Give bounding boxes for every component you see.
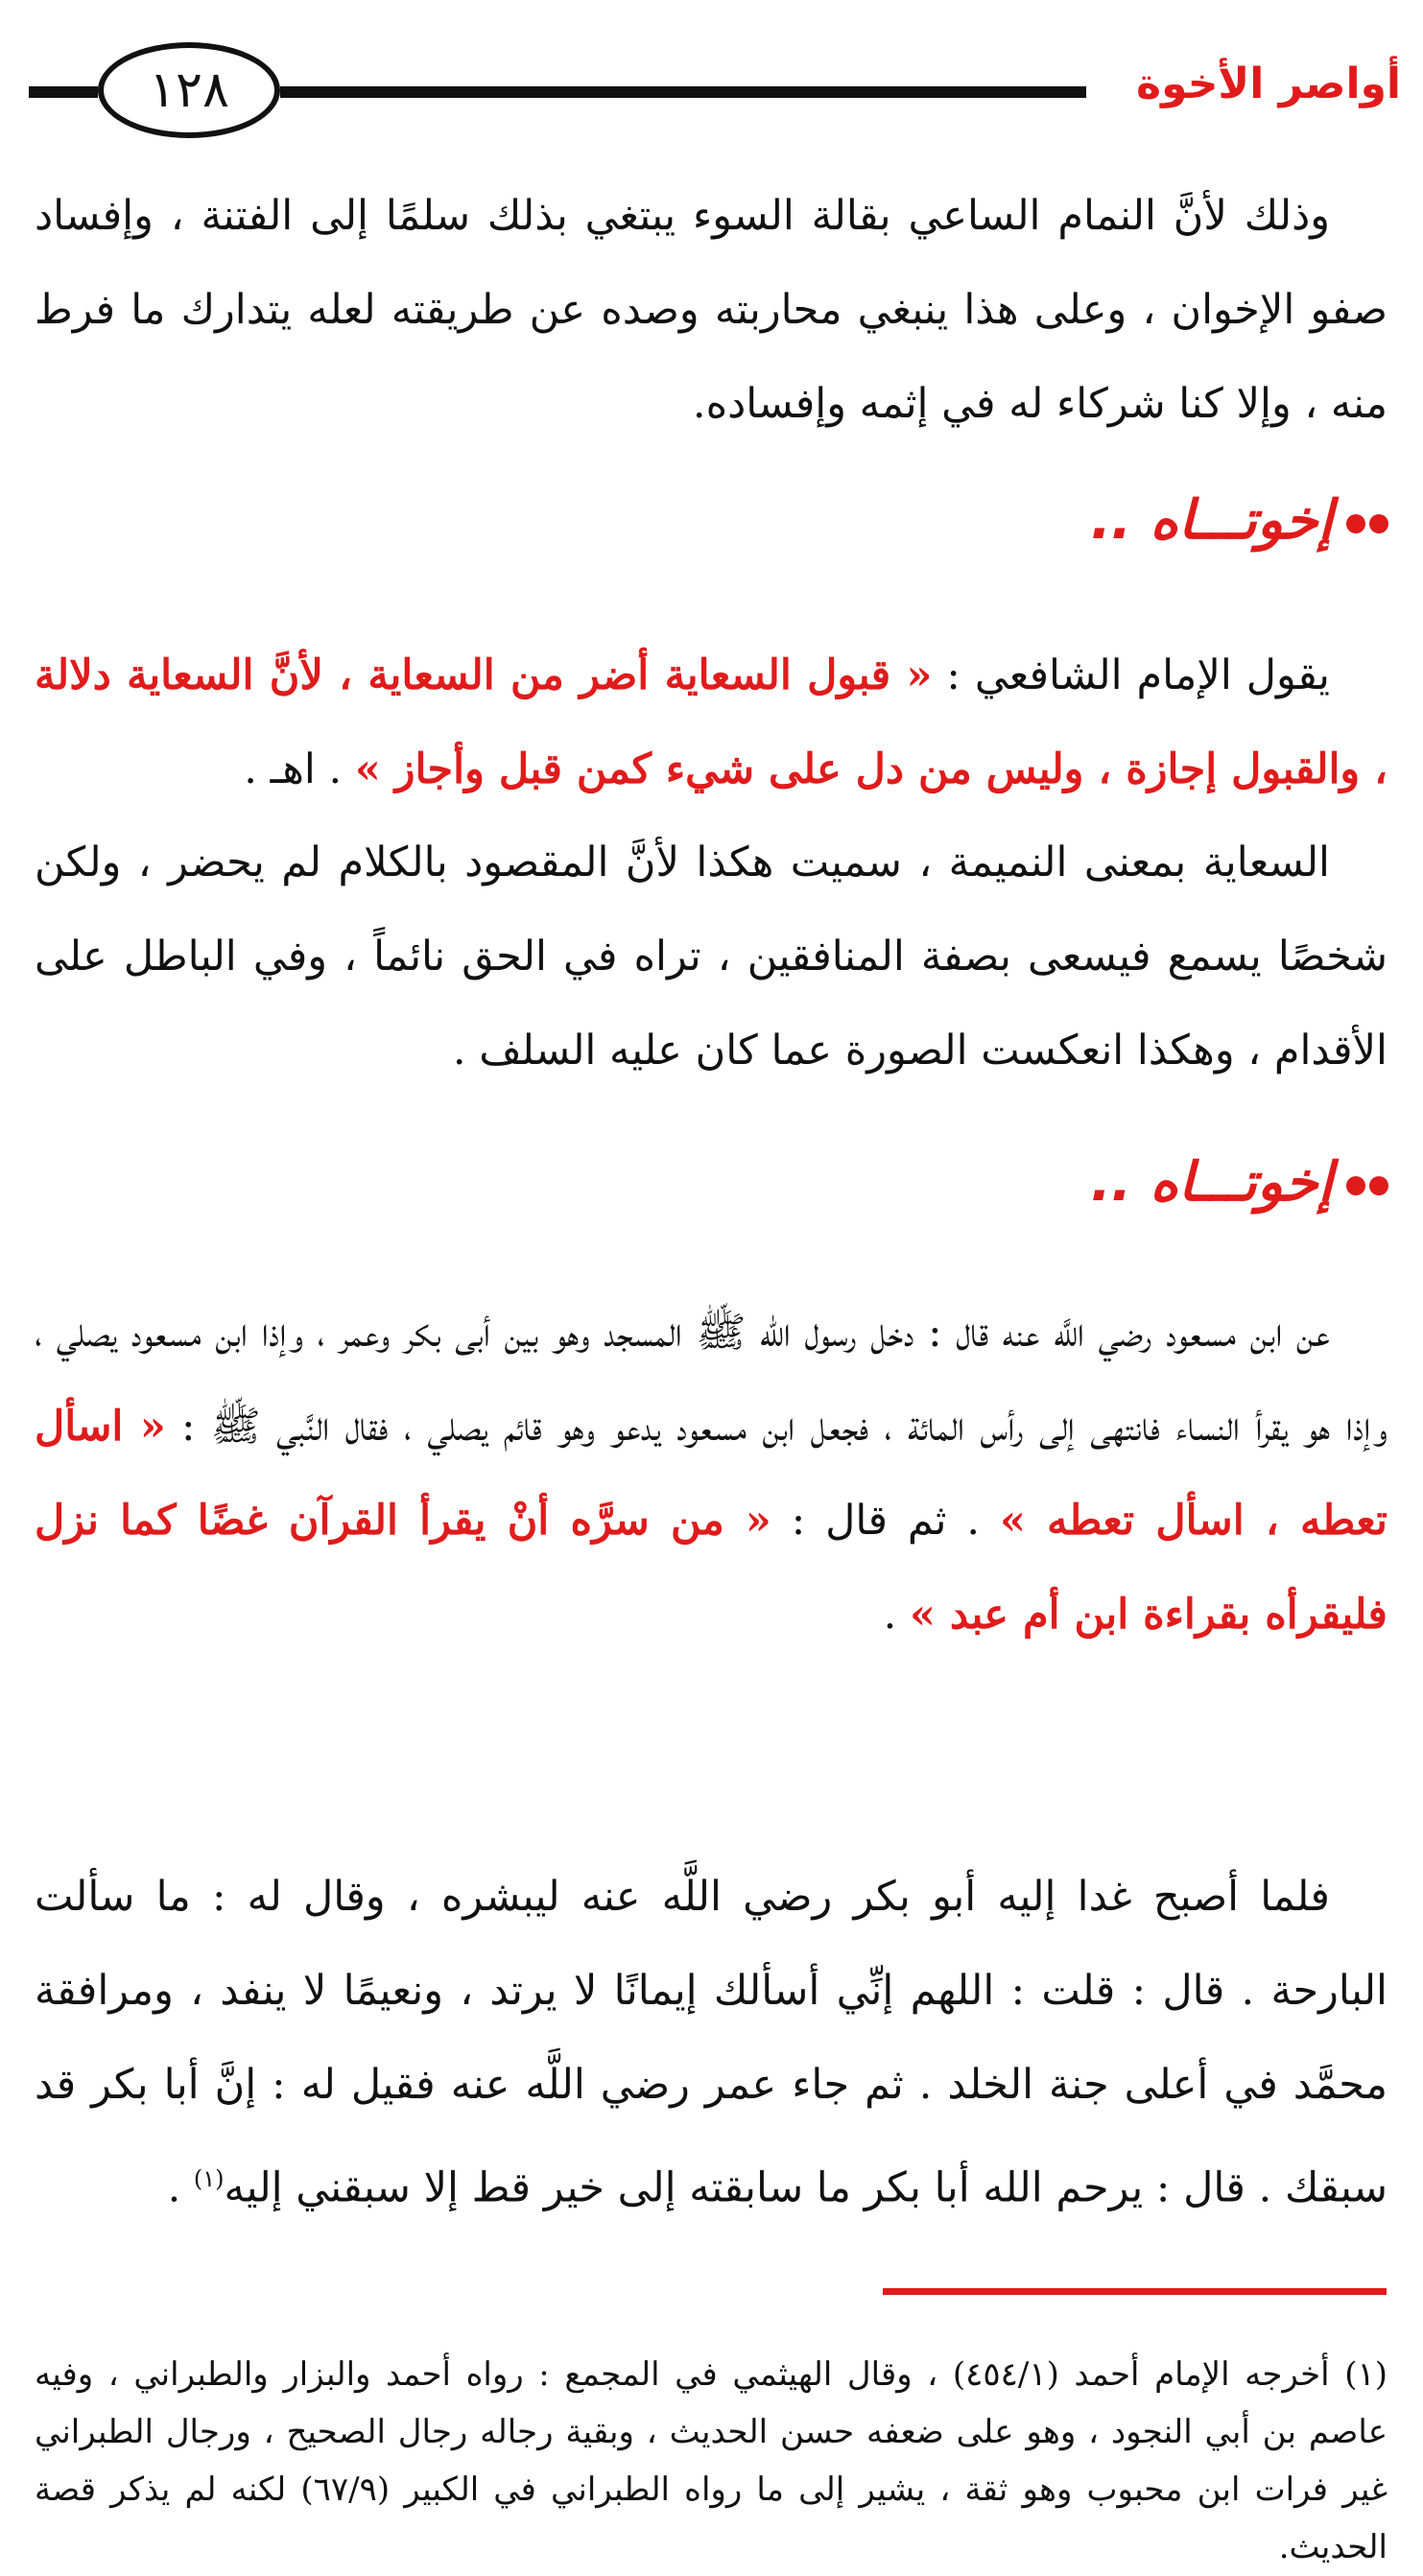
- header-rule-left: [29, 86, 98, 98]
- paragraph-2: [35, 628, 1387, 816]
- paragraph-2-intro: يقول الإمام الشافعي :: [932, 651, 1330, 699]
- paragraph-5-end: .: [167, 2163, 194, 2212]
- prophet-quote-1: « اسأل تعطه ، اسأل تعطه »: [35, 1403, 1387, 1545]
- shafii-quote: « قبول السعاية أضر من السعاية ، لأنَّ السعاية دلالة ، والقبول إجازة ، وليس من دل على شيء كمن قبل وأجاز »: [35, 651, 1387, 793]
- section-title-1: [1091, 489, 1388, 552]
- header-rule: [280, 86, 1086, 98]
- paragraph-4-text-b: . ثم قال :: [771, 1497, 1000, 1545]
- running-title: أواصر الأخوة: [1136, 59, 1401, 108]
- page-number-oval: [98, 42, 280, 138]
- page-number: ١٢٨: [149, 61, 229, 119]
- paragraph-4-text-a: عن ابن مسعود رضي اللَّه عنه قال : دخل رسول الله ﷺ المسجد وهو بين أبى بكر وعمر ، وإذا ابن مسعود يصلي ، وإذا هو يقرأ النساء فانتهى إلى رأس المائة ، فجعل ابن مسعود يدعو وهو قائم يصلي ، فقال النَّبي ﷺ :: [35, 1309, 1387, 1451]
- paragraph-5-text: فلما أصبح غدا إليه أبو بكر رضي اللَّه عنه ليبشره ، وقال له : ما سألت البارحة . قال : قلت : اللهم إنِّي أسألك إيمانًا لا يرتد ، ونعيمًا لا ينفد ، ومرافقة محمَّد في أعلى جنة الخلد . ثم جاء عمر رضي اللَّه عنه فقيل له : إنَّ أبا بكر قد سبقك . قال : يرحم الله أبا بكر ما سابقته إلى خير قط إلا سبقني إليه: [35, 1873, 1387, 2212]
- footnote: [35, 2346, 1387, 2576]
- section-title-2-text: إخوتـــاه ..: [1090, 1151, 1333, 1214]
- page-header: [29, 21, 1401, 136]
- paragraph-3: [35, 815, 1387, 1098]
- paragraph-4: [35, 1286, 1387, 1662]
- bullet-dots-icon: [1342, 489, 1388, 552]
- section-title-2: [1091, 1151, 1388, 1214]
- paragraph-1-text: وذلك لأنَّ النمام الساعي بقالة السوء يبتغي بذلك سلمًا إلى الفتنة ، وإفساد صفو الإخوان ، وعلى هذا ينبغي محاربته وصده عن طريقته لعله يتدارك ما فرط منه ، وإلا كنا شركاء له في إثمه وإفساده.: [35, 192, 1387, 428]
- paragraph-2-end: . اهـ .: [244, 745, 355, 793]
- footnote-text: (١) أخرجه الإمام أحمد (٤٥٤/١) ، وقال الهيثمي في المجمع : رواه أحمد والبزار والطبراني ، وفيه عاصم بن أبي النجود ، وهو على ضعفه حسن الحديث ، وبقية رجاله رجال الصحيح ، ورجال الطبراني غير فرات ابن محبوب وهو ثقة ، يشير إلى ما رواه الطبراني في الكبير (٦٧/٩) لكنه لم يذكر قصة الحديث.: [35, 2355, 1387, 2566]
- paragraph-1: [35, 169, 1387, 451]
- footnote-ref[interactable]: (١): [193, 2165, 225, 2192]
- section-title-1-text: إخوتـــاه ..: [1090, 489, 1333, 552]
- paragraph-3-text: السعاية بمعنى النميمة ، سميت هكذا لأنَّ المقصود بالكلام لم يحضر ، ولكن شخصًا يسمع فيسعى بصفة المنافقين ، تراه في الحق نائماً ، وفي الباطل على الأقدام ، وهكذا انعكست الصورة عما كان عليه السلف .: [35, 839, 1387, 1075]
- bullet-dots-icon: [1342, 1151, 1388, 1214]
- paragraph-4-text-c: .: [883, 1591, 910, 1639]
- prophet-quote-2: « من سرَّه أنْ يقرأ القرآن غضًا كما نزل فليقرأه بقراءة ابن أم عبد »: [35, 1497, 1387, 1639]
- footnote-divider: [883, 2288, 1387, 2295]
- paragraph-5: [35, 1850, 1387, 2234]
